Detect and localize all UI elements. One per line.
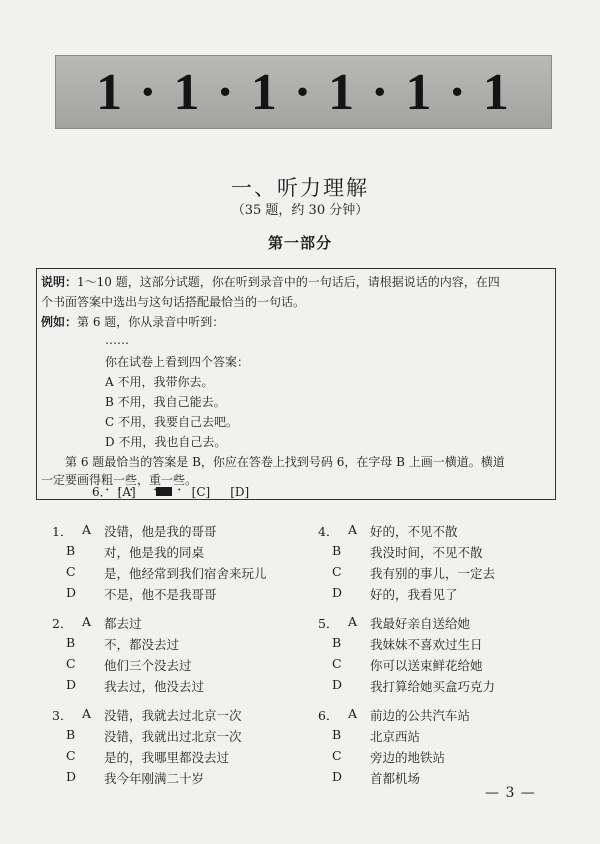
option-letter: B <box>66 727 76 742</box>
instruction-line-2: 个书面答案中选出与这句话搭配最恰当的一句话。 <box>41 295 306 309</box>
option-letter: B <box>66 635 76 650</box>
option-letter: D <box>66 585 77 600</box>
sheet-option-b-filled <box>156 487 172 496</box>
option-letter: C <box>66 656 76 671</box>
part-title: 第一部分 <box>267 234 332 252</box>
example-label: 例如： <box>41 315 78 329</box>
option-text: 没错，我就出过北京一次 <box>104 729 242 744</box>
option-letter: A <box>348 706 358 721</box>
option-text: 没错，他是我的哥哥 <box>104 524 217 539</box>
sheet-option-a: [A] <box>117 484 136 499</box>
option-text: 没错，我就去过北京一次 <box>104 708 242 723</box>
option-text: 对，他是我的同桌 <box>104 545 205 560</box>
option-text: 好的，我看见了 <box>370 587 458 602</box>
banner-text: 1 · 1 · 1 · 1 · 1 · 1 <box>96 63 511 121</box>
instruction-text: 1～10 题，这部分试题，你在听到录音中的一句话后，请根据说话的内容，在四 <box>77 275 500 289</box>
question-number: 6． <box>318 708 339 723</box>
option-text: 我妹妹不喜欢过生日 <box>370 637 483 652</box>
question-number: 5． <box>318 616 339 631</box>
section-title: 一、听力理解 <box>231 176 369 200</box>
question-number: 1． <box>52 524 73 539</box>
option-text: 都去过 <box>104 616 142 631</box>
option-text: 我有别的事儿，一定去 <box>370 566 496 581</box>
instruction-line-1 <box>41 273 500 290</box>
option-text: 前边的公共汽车站 <box>370 708 471 723</box>
option-letter: B <box>332 727 342 742</box>
option-text: 旁边的地铁站 <box>370 750 446 765</box>
page-number: — 3 — <box>485 785 536 801</box>
option-text: 好的，不见不散 <box>370 524 458 539</box>
option-letter: C <box>66 564 76 579</box>
answer-sheet-sample <box>92 483 263 500</box>
option-text: 我最好亲自送给她 <box>370 616 471 631</box>
ellipsis-line: …… <box>105 333 129 347</box>
question-number: 4． <box>318 524 339 539</box>
option-letter: D <box>66 769 77 784</box>
option-letter: A <box>348 614 358 629</box>
option-letter: A <box>82 614 92 629</box>
option-text: 我今年刚满二十岁 <box>104 771 205 786</box>
option-letter: C <box>66 748 76 763</box>
option-text: 你可以送束鲜花给她 <box>370 658 483 673</box>
example-text: 第 6 题，你从录音中听到： <box>77 315 225 329</box>
sheet-number: 6． <box>92 485 112 499</box>
option-text: 我去过，他没去过 <box>104 679 205 694</box>
explanation-pre: 一定要画得 <box>41 473 102 487</box>
instruction-label: 说明： <box>41 275 78 289</box>
option-letter: D <box>332 585 343 600</box>
option-text: 是，他经常到我们宿舍来玩儿 <box>104 566 267 581</box>
option-text: 北京西站 <box>370 729 421 744</box>
option-text: 是的，我哪里都没去过 <box>104 750 230 765</box>
example-option-a: A 不用，我带你去。 <box>105 375 214 389</box>
example-line <box>41 313 224 330</box>
option-letter: C <box>332 656 342 671</box>
options-intro: 你在试卷上看到四个答案： <box>105 355 250 369</box>
option-letter: C <box>332 564 342 579</box>
option-letter: B <box>332 635 342 650</box>
sheet-option-c: [C] <box>191 484 211 499</box>
option-letter: B <box>332 543 342 558</box>
option-letter: D <box>332 677 343 692</box>
question-number: 3． <box>52 708 73 723</box>
question-number: 2． <box>52 616 73 631</box>
option-letter: A <box>82 522 92 537</box>
example-option-b: B 不用，我自己能去。 <box>105 395 226 409</box>
option-text: 我打算给她买盒巧克力 <box>370 679 496 694</box>
section-subtitle: （35 题，约 30 分钟） <box>231 203 369 218</box>
option-text: 不是，他不是我哥哥 <box>104 587 217 602</box>
example-option-d: D 不用，我也自己去。 <box>105 435 227 449</box>
option-letter: C <box>332 748 342 763</box>
option-letter: A <box>82 706 92 721</box>
option-text: 不，都没去过 <box>104 637 180 652</box>
option-letter: B <box>66 543 76 558</box>
option-text: 我没时间，不见不散 <box>370 545 483 560</box>
explanation-post: 。 <box>185 473 198 487</box>
explanation-emphasis: 粗一些，重一些 <box>101 473 186 487</box>
option-text: 首都机场 <box>370 771 421 786</box>
option-letter: D <box>66 677 77 692</box>
option-text: 他们三个没去过 <box>104 658 192 673</box>
example-option-c: C 不用，我要自己去吧。 <box>105 415 238 429</box>
answer-explanation: 第 6 题最恰当的答案是 B，你应在答卷上找到号码 6，在字母 B 上画一横道。横道 <box>65 455 505 469</box>
option-letter: A <box>348 522 358 537</box>
header-banner <box>55 55 552 129</box>
sheet-option-d: [D] <box>230 484 250 499</box>
instructions-box <box>36 268 556 500</box>
option-letter: D <box>332 769 343 784</box>
